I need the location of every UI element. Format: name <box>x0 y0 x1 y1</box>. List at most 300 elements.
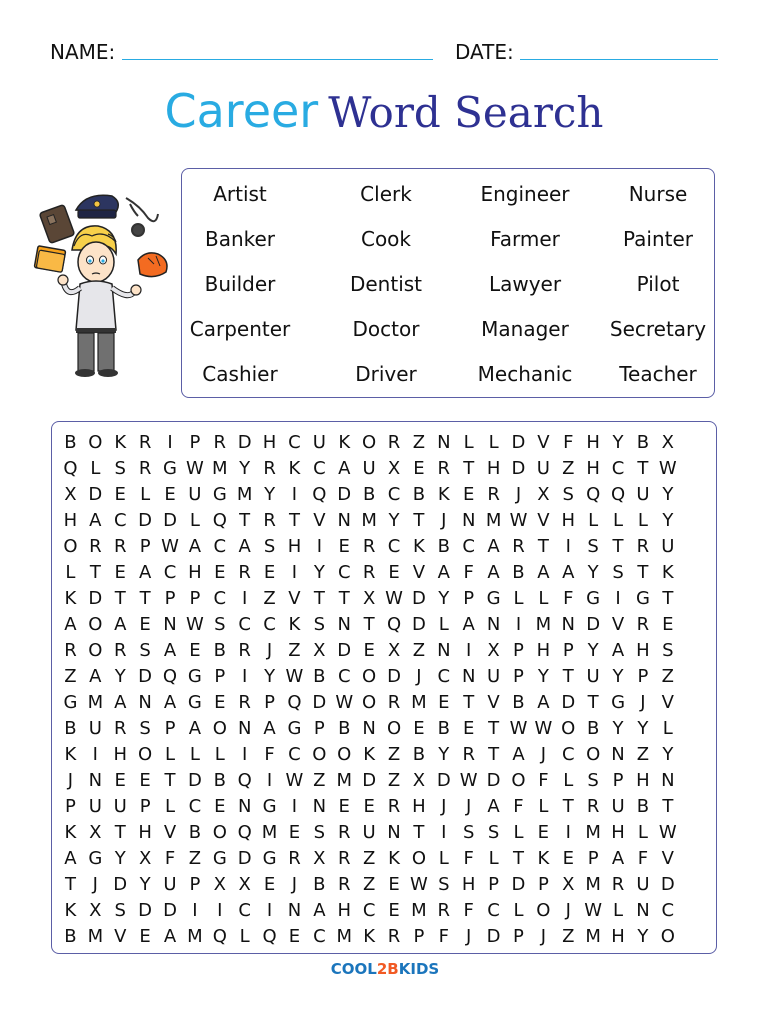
grid-cell[interactable]: G <box>486 588 501 609</box>
grid-cell[interactable]: G <box>187 692 202 713</box>
grid-cell[interactable]: C <box>313 458 326 479</box>
grid-cell[interactable]: M <box>212 458 228 479</box>
grid-cell[interactable]: Z <box>412 640 426 661</box>
grid-cell[interactable]: D <box>561 692 576 713</box>
grid-cell[interactable]: K <box>64 822 77 843</box>
grid-cell[interactable]: C <box>611 458 625 479</box>
grid-cell[interactable]: T <box>139 588 151 609</box>
grid-cell[interactable]: A <box>512 744 525 765</box>
grid-cell[interactable]: L <box>513 588 524 609</box>
grid-cell[interactable]: Y <box>662 510 674 531</box>
grid-cell[interactable]: B <box>437 718 450 739</box>
grid-cell[interactable]: I <box>291 562 298 583</box>
grid-cell[interactable]: N <box>287 900 302 921</box>
grid-cell[interactable]: P <box>513 640 524 661</box>
grid-cell[interactable]: M <box>585 926 601 947</box>
grid-cell[interactable]: D <box>511 432 526 453</box>
grid-cell[interactable]: I <box>167 432 173 453</box>
grid-cell[interactable]: C <box>238 614 251 635</box>
grid-cell[interactable]: L <box>637 510 648 531</box>
grid-cell[interactable]: K <box>64 588 77 609</box>
grid-cell[interactable]: A <box>238 536 251 557</box>
grid-cell[interactable]: R <box>89 536 102 557</box>
grid-cell[interactable]: T <box>338 588 350 609</box>
grid-cell[interactable]: L <box>538 588 549 609</box>
grid-cell[interactable]: L <box>613 510 624 531</box>
grid-cell[interactable]: H <box>461 874 476 895</box>
grid-cell[interactable]: S <box>214 614 226 635</box>
grid-cell[interactable]: F <box>463 848 474 869</box>
grid-cell[interactable]: S <box>662 640 674 661</box>
grid-cell[interactable]: B <box>586 718 600 739</box>
grid-cell[interactable]: A <box>562 562 575 583</box>
grid-cell[interactable]: T <box>64 874 76 895</box>
grid-cell[interactable]: H <box>486 458 501 479</box>
grid-cell[interactable]: Z <box>263 588 276 609</box>
grid-cell[interactable]: R <box>138 458 152 479</box>
grid-cell[interactable]: E <box>214 796 226 817</box>
grid-cell[interactable]: X <box>313 848 326 869</box>
grid-cell[interactable]: V <box>412 562 426 583</box>
grid-cell[interactable]: H <box>188 562 202 583</box>
grid-cell[interactable]: C <box>213 588 227 609</box>
grid-cell[interactable]: I <box>515 614 522 635</box>
grid-cell[interactable]: T <box>662 588 674 609</box>
grid-cell[interactable]: H <box>536 640 551 661</box>
grid-cell[interactable]: S <box>114 900 126 921</box>
grid-cell[interactable]: C <box>487 900 500 921</box>
grid-cell[interactable]: O <box>386 718 402 739</box>
grid-cell[interactable]: Q <box>287 692 302 713</box>
grid-cell[interactable]: N <box>661 770 675 791</box>
grid-cell[interactable]: L <box>90 458 101 479</box>
grid-cell[interactable]: R <box>113 718 127 739</box>
grid-cell[interactable]: M <box>236 484 253 505</box>
grid-cell[interactable]: N <box>163 614 177 635</box>
grid-cell[interactable]: A <box>188 718 202 739</box>
grid-cell[interactable]: C <box>437 666 451 687</box>
grid-cell[interactable]: Z <box>387 744 401 765</box>
grid-cell[interactable]: D <box>387 666 401 687</box>
grid-cell[interactable]: P <box>65 796 76 817</box>
grid-cell[interactable]: K <box>437 484 450 505</box>
grid-cell[interactable]: A <box>263 718 276 739</box>
grid-cell[interactable]: Y <box>587 562 599 583</box>
grid-cell[interactable]: S <box>587 536 599 557</box>
grid-cell[interactable]: G <box>88 848 103 869</box>
grid-cell[interactable]: C <box>288 744 301 765</box>
grid-cell[interactable]: S <box>587 770 599 791</box>
grid-cell[interactable]: N <box>88 770 103 791</box>
grid-cell[interactable]: T <box>662 796 674 817</box>
grid-cell[interactable]: A <box>114 692 127 713</box>
grid-cell[interactable]: A <box>163 640 177 661</box>
grid-cell[interactable]: W <box>161 536 179 557</box>
grid-cell[interactable]: U <box>113 796 127 817</box>
grid-cell[interactable]: I <box>565 822 571 843</box>
grid-cell[interactable]: P <box>164 588 176 609</box>
grid-cell[interactable]: I <box>192 900 198 921</box>
grid-cell[interactable]: R <box>387 692 401 713</box>
grid-cell[interactable]: D <box>511 458 526 479</box>
grid-cell[interactable]: U <box>586 666 600 687</box>
grid-cell[interactable]: D <box>138 510 153 531</box>
grid-cell[interactable]: N <box>312 796 327 817</box>
grid-cell[interactable]: F <box>463 900 474 921</box>
grid-cell[interactable]: D <box>138 666 153 687</box>
grid-cell[interactable]: D <box>237 848 252 869</box>
grid-cell[interactable]: S <box>462 822 475 843</box>
grid-cell[interactable]: K <box>288 458 301 479</box>
grid-cell[interactable]: Z <box>562 926 575 947</box>
grid-cell[interactable]: T <box>637 458 649 479</box>
grid-cell[interactable]: R <box>337 874 351 895</box>
grid-cell[interactable]: V <box>487 692 500 713</box>
grid-cell[interactable]: L <box>438 848 449 869</box>
grid-cell[interactable]: M <box>585 822 601 843</box>
grid-cell[interactable]: V <box>537 510 550 531</box>
grid-cell[interactable]: B <box>636 432 650 453</box>
grid-cell[interactable]: M <box>187 926 203 947</box>
grid-cell[interactable]: Z <box>188 848 202 869</box>
grid-cell[interactable]: C <box>238 900 251 921</box>
grid-cell[interactable]: A <box>611 848 625 869</box>
grid-cell[interactable]: P <box>139 536 151 557</box>
grid-cell[interactable]: T <box>114 588 126 609</box>
grid-cell[interactable]: V <box>288 588 301 609</box>
grid-cell[interactable]: Y <box>264 484 276 505</box>
grid-cell[interactable]: R <box>138 432 152 453</box>
grid-cell[interactable]: W <box>584 900 603 921</box>
grid-cell[interactable]: W <box>385 588 403 609</box>
grid-cell[interactable]: C <box>387 536 401 557</box>
grid-cell[interactable]: Q <box>212 926 227 947</box>
grid-cell[interactable]: P <box>413 926 425 947</box>
grid-cell[interactable]: L <box>65 562 76 583</box>
grid-cell[interactable]: L <box>140 484 151 505</box>
grid-cell[interactable]: D <box>486 926 501 947</box>
grid-cell[interactable]: X <box>487 640 500 661</box>
grid-cell[interactable]: L <box>488 432 499 453</box>
grid-cell[interactable]: L <box>488 848 499 869</box>
grid-cell[interactable]: Y <box>587 640 599 661</box>
grid-cell[interactable]: L <box>563 770 574 791</box>
grid-cell[interactable]: J <box>540 926 547 947</box>
grid-cell[interactable]: Z <box>387 770 401 791</box>
grid-cell[interactable]: T <box>313 588 325 609</box>
grid-cell[interactable]: R <box>586 796 600 817</box>
grid-cell[interactable]: K <box>114 432 127 453</box>
grid-cell[interactable]: I <box>441 822 447 843</box>
grid-cell[interactable]: R <box>387 796 401 817</box>
grid-cell[interactable]: K <box>363 744 376 765</box>
grid-cell[interactable]: T <box>463 458 475 479</box>
grid-cell[interactable]: U <box>661 536 675 557</box>
grid-cell[interactable]: K <box>537 848 550 869</box>
grid-cell[interactable]: H <box>561 510 576 531</box>
grid-cell[interactable]: L <box>164 796 176 817</box>
grid-cell[interactable]: I <box>217 900 223 921</box>
grid-cell[interactable]: Y <box>637 718 649 739</box>
grid-cell[interactable]: G <box>287 718 302 739</box>
grid-cell[interactable]: R <box>288 848 301 869</box>
grid-cell[interactable]: R <box>337 848 351 869</box>
grid-cell[interactable]: T <box>488 718 500 739</box>
grid-cell[interactable]: B <box>437 536 450 557</box>
grid-cell[interactable]: K <box>388 848 400 869</box>
grid-cell[interactable]: T <box>164 770 176 791</box>
grid-cell[interactable]: O <box>88 640 103 661</box>
grid-cell[interactable]: X <box>412 770 426 791</box>
grid-cell[interactable]: I <box>316 536 322 557</box>
grid-cell[interactable]: T <box>612 536 624 557</box>
grid-cell[interactable]: U <box>611 796 625 817</box>
grid-cell[interactable]: M <box>361 510 377 531</box>
grid-cell[interactable]: E <box>164 484 176 505</box>
grid-cell[interactable]: B <box>64 926 77 947</box>
grid-cell[interactable]: B <box>636 796 650 817</box>
grid-cell[interactable]: K <box>363 926 376 947</box>
grid-cell[interactable]: I <box>291 484 298 505</box>
grid-cell[interactable]: N <box>461 666 476 687</box>
grid-cell[interactable]: L <box>513 900 524 921</box>
grid-cell[interactable]: P <box>463 588 475 609</box>
grid-cell[interactable]: O <box>536 900 551 921</box>
grid-cell[interactable]: L <box>189 744 200 765</box>
grid-cell[interactable]: X <box>661 432 674 453</box>
grid-cell[interactable]: L <box>613 900 624 921</box>
grid-cell[interactable]: Y <box>139 874 151 895</box>
grid-cell[interactable]: H <box>262 432 277 453</box>
grid-cell[interactable]: D <box>586 614 601 635</box>
grid-cell[interactable]: J <box>540 744 547 765</box>
grid-cell[interactable]: C <box>163 562 177 583</box>
grid-cell[interactable]: A <box>313 900 326 921</box>
grid-cell[interactable]: A <box>487 562 500 583</box>
grid-cell[interactable]: P <box>189 874 201 895</box>
grid-cell[interactable]: H <box>287 536 302 557</box>
grid-cell[interactable]: R <box>113 536 127 557</box>
grid-cell[interactable]: Q <box>262 926 277 947</box>
grid-cell[interactable]: E <box>338 796 350 817</box>
grid-cell[interactable]: A <box>64 848 77 869</box>
grid-cell[interactable]: E <box>189 640 201 661</box>
grid-cell[interactable]: T <box>114 822 126 843</box>
grid-cell[interactable]: N <box>237 718 252 739</box>
grid-cell[interactable]: K <box>661 562 674 583</box>
grid-cell[interactable]: A <box>462 614 475 635</box>
grid-cell[interactable]: O <box>88 614 103 635</box>
grid-cell[interactable]: N <box>461 510 476 531</box>
grid-cell[interactable]: E <box>114 770 126 791</box>
grid-cell[interactable]: Q <box>237 770 252 791</box>
grid-cell[interactable]: A <box>537 562 550 583</box>
grid-cell[interactable]: J <box>67 770 74 791</box>
grid-cell[interactable]: E <box>139 614 151 635</box>
grid-cell[interactable]: L <box>164 744 176 765</box>
grid-cell[interactable]: S <box>313 614 326 635</box>
grid-cell[interactable]: M <box>585 874 601 895</box>
grid-cell[interactable]: B <box>412 744 426 765</box>
grid-cell[interactable]: C <box>337 562 351 583</box>
grid-cell[interactable]: F <box>563 432 574 453</box>
grid-cell[interactable]: H <box>611 926 625 947</box>
grid-cell[interactable]: A <box>163 926 177 947</box>
grid-cell[interactable]: A <box>188 536 202 557</box>
grid-cell[interactable]: W <box>410 874 428 895</box>
grid-cell[interactable]: I <box>291 796 298 817</box>
grid-cell[interactable]: D <box>163 510 177 531</box>
grid-cell[interactable]: E <box>413 458 425 479</box>
grid-cell[interactable]: R <box>387 432 401 453</box>
grid-cell[interactable]: L <box>588 510 599 531</box>
grid-cell[interactable]: U <box>88 718 102 739</box>
grid-cell[interactable]: O <box>63 536 78 557</box>
grid-cell[interactable]: A <box>537 692 550 713</box>
grid-cell[interactable]: D <box>411 588 426 609</box>
grid-cell[interactable]: E <box>413 718 425 739</box>
grid-cell[interactable]: T <box>637 562 649 583</box>
grid-cell[interactable]: U <box>636 874 650 895</box>
grid-cell[interactable]: P <box>313 718 325 739</box>
grid-cell[interactable]: E <box>338 536 350 557</box>
grid-cell[interactable]: B <box>213 640 226 661</box>
grid-cell[interactable]: H <box>636 770 650 791</box>
grid-cell[interactable]: T <box>488 744 500 765</box>
grid-cell[interactable]: W <box>534 718 553 739</box>
grid-cell[interactable]: Y <box>313 562 325 583</box>
grid-cell[interactable]: M <box>485 510 502 531</box>
grid-cell[interactable]: O <box>88 432 103 453</box>
grid-cell[interactable]: K <box>64 744 77 765</box>
grid-cell[interactable]: F <box>438 926 449 947</box>
grid-cell[interactable]: P <box>513 926 524 947</box>
grid-cell[interactable]: Q <box>312 484 327 505</box>
grid-cell[interactable]: H <box>113 744 127 765</box>
grid-cell[interactable]: W <box>658 822 677 843</box>
grid-cell[interactable]: O <box>411 848 426 869</box>
grid-cell[interactable]: E <box>388 874 400 895</box>
grid-cell[interactable]: C <box>188 796 202 817</box>
grid-cell[interactable]: G <box>586 588 601 609</box>
grid-cell[interactable]: F <box>264 744 275 765</box>
grid-cell[interactable]: X <box>387 458 401 479</box>
grid-cell[interactable]: R <box>64 640 77 661</box>
grid-cell[interactable]: J <box>266 640 273 661</box>
grid-cell[interactable]: Z <box>362 848 376 869</box>
grid-cell[interactable]: H <box>586 432 600 453</box>
grid-cell[interactable]: T <box>89 562 101 583</box>
grid-cell[interactable]: C <box>387 484 401 505</box>
grid-cell[interactable]: R <box>213 432 227 453</box>
grid-cell[interactable]: H <box>586 458 600 479</box>
grid-cell[interactable]: V <box>661 848 674 869</box>
grid-cell[interactable]: U <box>312 432 326 453</box>
grid-cell[interactable]: Z <box>562 458 575 479</box>
grid-cell[interactable]: P <box>513 666 524 687</box>
grid-cell[interactable]: D <box>511 874 526 895</box>
grid-cell[interactable]: P <box>612 770 624 791</box>
grid-cell[interactable]: Q <box>212 510 227 531</box>
grid-cell[interactable]: L <box>189 510 200 531</box>
grid-cell[interactable]: N <box>337 614 351 635</box>
grid-cell[interactable]: N <box>362 718 376 739</box>
grid-cell[interactable]: U <box>486 666 501 687</box>
grid-cell[interactable]: I <box>615 588 621 609</box>
grid-cell[interactable]: M <box>535 614 552 635</box>
grid-cell[interactable]: P <box>139 796 151 817</box>
grid-cell[interactable]: L <box>438 614 449 635</box>
grid-cell[interactable]: D <box>187 770 202 791</box>
grid-cell[interactable]: K <box>338 432 351 453</box>
grid-cell[interactable]: B <box>362 484 376 505</box>
grid-cell[interactable]: A <box>487 796 500 817</box>
grid-cell[interactable]: T <box>413 510 425 531</box>
grid-cell[interactable]: Y <box>388 510 400 531</box>
grid-cell[interactable]: V <box>611 614 625 635</box>
grid-cell[interactable]: E <box>288 926 301 947</box>
grid-cell[interactable]: J <box>441 796 447 817</box>
grid-cell[interactable]: P <box>164 718 176 739</box>
grid-cell[interactable]: I <box>266 900 273 921</box>
grid-cell[interactable]: T <box>413 822 425 843</box>
grid-cell[interactable]: A <box>163 692 177 713</box>
grid-cell[interactable]: C <box>113 510 127 531</box>
grid-cell[interactable]: U <box>362 458 376 479</box>
grid-cell[interactable]: F <box>513 796 524 817</box>
grid-cell[interactable]: I <box>466 640 472 661</box>
grid-cell[interactable]: C <box>288 432 301 453</box>
grid-cell[interactable]: W <box>185 614 204 635</box>
grid-cell[interactable]: Y <box>114 848 126 869</box>
date-line[interactable] <box>520 59 718 60</box>
name-line[interactable] <box>122 59 433 60</box>
grid-cell[interactable]: P <box>537 874 549 895</box>
grid-cell[interactable]: D <box>113 874 128 895</box>
grid-cell[interactable]: E <box>263 562 276 583</box>
grid-cell[interactable]: W <box>658 458 677 479</box>
grid-cell[interactable]: E <box>114 562 126 583</box>
grid-cell[interactable]: N <box>611 744 625 765</box>
grid-cell[interactable]: R <box>113 640 127 661</box>
grid-cell[interactable]: N <box>337 510 351 531</box>
grid-cell[interactable]: S <box>139 640 151 661</box>
grid-cell[interactable]: I <box>565 536 571 557</box>
grid-cell[interactable]: P <box>562 640 574 661</box>
grid-cell[interactable]: X <box>313 640 326 661</box>
grid-cell[interactable]: D <box>362 770 377 791</box>
grid-cell[interactable]: V <box>114 926 127 947</box>
grid-cell[interactable]: Z <box>636 744 650 765</box>
grid-cell[interactable]: B <box>512 562 525 583</box>
grid-cell[interactable]: G <box>212 484 227 505</box>
grid-cell[interactable]: D <box>88 588 103 609</box>
grid-cell[interactable]: P <box>488 874 500 895</box>
grid-cell[interactable]: L <box>662 718 673 739</box>
grid-cell[interactable]: Y <box>662 484 674 505</box>
grid-cell[interactable]: G <box>187 666 202 687</box>
grid-cell[interactable]: E <box>388 900 400 921</box>
grid-cell[interactable]: E <box>662 614 674 635</box>
grid-cell[interactable]: A <box>89 666 102 687</box>
grid-cell[interactable]: P <box>637 666 649 687</box>
grid-cell[interactable]: O <box>337 744 352 765</box>
grid-cell[interactable]: D <box>436 770 451 791</box>
grid-cell[interactable]: M <box>87 926 104 947</box>
grid-cell[interactable]: T <box>587 692 599 713</box>
grid-cell[interactable]: T <box>239 510 251 531</box>
grid-cell[interactable]: E <box>562 848 574 869</box>
